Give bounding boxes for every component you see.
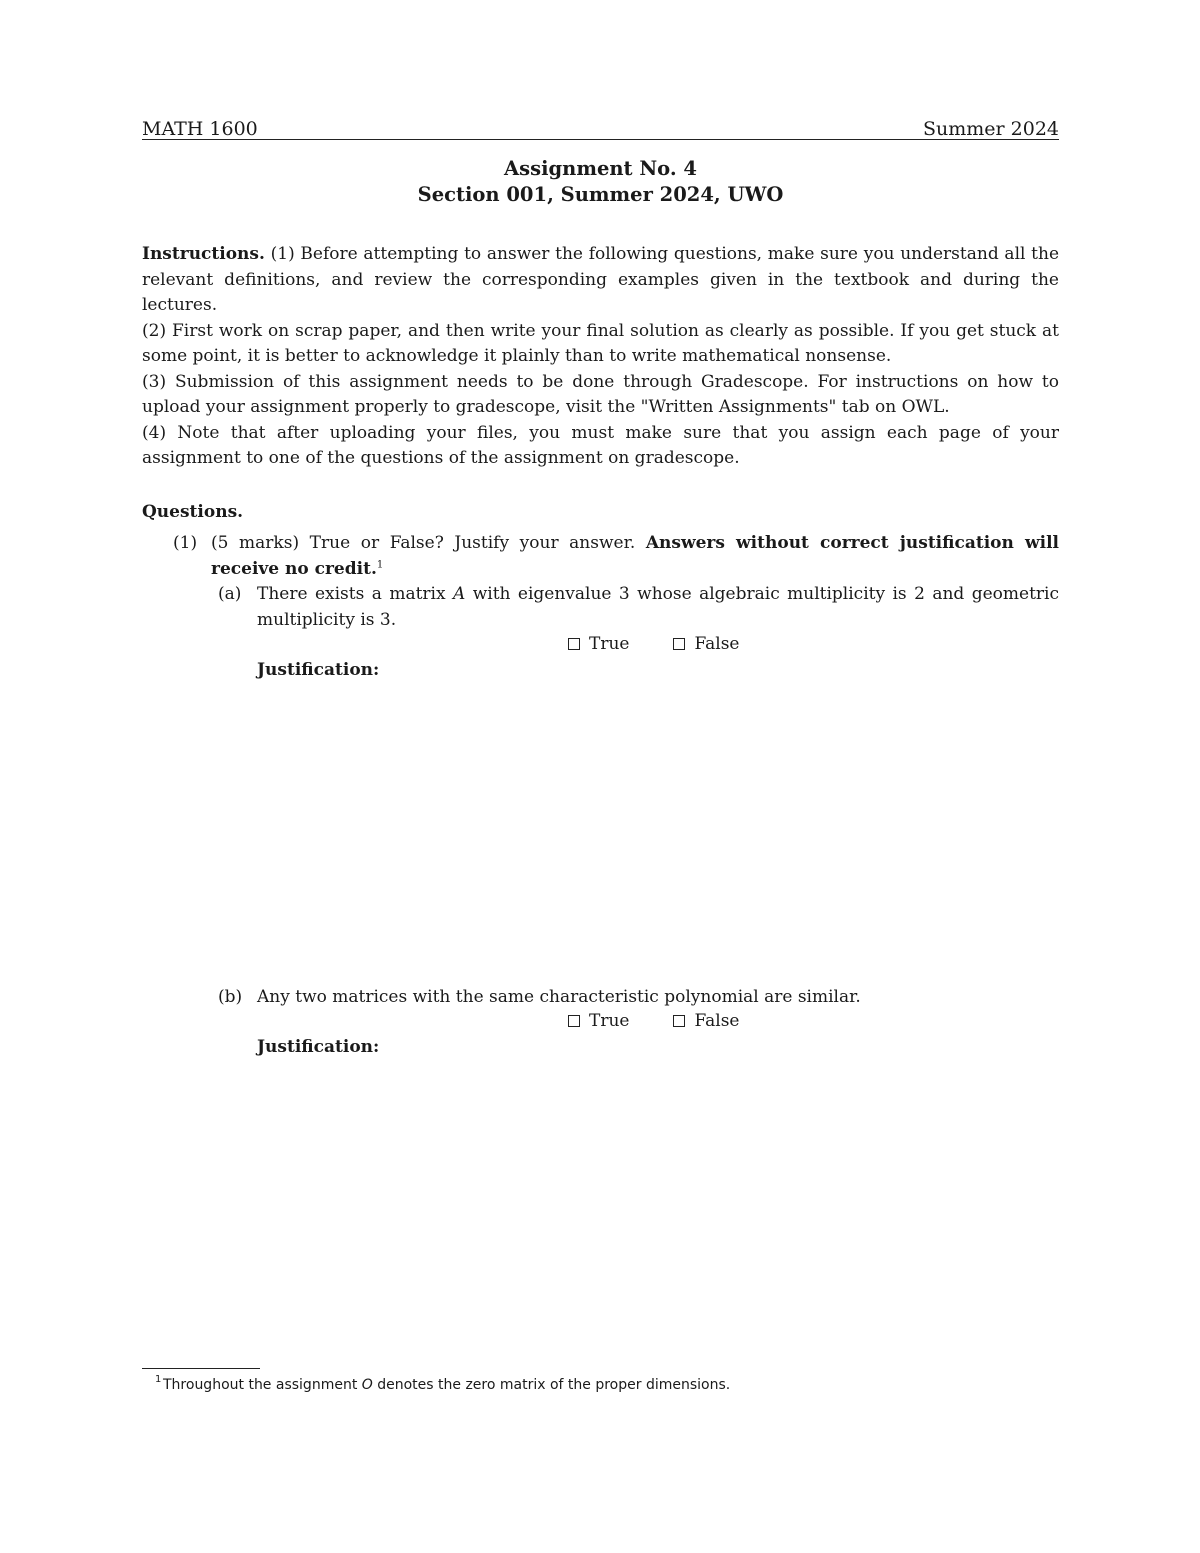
part-a-label: (a) [218, 584, 242, 604]
course-code: MATH 1600 [142, 118, 258, 140]
question-1 [173, 531, 1059, 582]
instructions [142, 242, 1059, 472]
checkbox-icon[interactable] [673, 1015, 685, 1027]
header-rule [142, 139, 1059, 140]
instruction-1: Instructions. (1) Before attempting to answer the following questions, make sure you understand all the relevant definitions, and review the corresponding examples given in the textbook and during the lectures. [142, 244, 1059, 315]
zero-matrix-variable: O [361, 1377, 373, 1393]
questions-heading: Questions. [142, 502, 244, 522]
assignment-title: Assignment No. 4 [504, 157, 697, 180]
part-b [218, 985, 1059, 1011]
part-a [218, 582, 1059, 633]
part-b-justification-label: Justification: [257, 1037, 380, 1057]
instructions-heading: Instructions. [142, 244, 265, 264]
part-a-text: There exists a matrix A with eigenvalue 3 whose algebraic multiplicity is 2 and geometric multiplicity is 3. [257, 584, 1060, 630]
part-b-true-false [568, 1011, 739, 1031]
term-label: Summer 2024 [922, 118, 1059, 140]
title-block [142, 156, 1059, 208]
part-a-true-option[interactable]: True [568, 634, 629, 654]
part-b-label: (b) [218, 987, 243, 1007]
instruction-2: (2) First work on scrap paper, and then write your final solution as clearly as possible. If you get stuck at some point, it is better to acknowledge it plainly than to write mathematical nonsense. [142, 320, 1059, 366]
checkbox-icon[interactable] [673, 638, 685, 650]
footnote-mark: 1 [155, 1374, 162, 1385]
footnote-ref: 1 [376, 558, 384, 570]
footnote: 1 Throughout the assignment O denotes the zero matrix of the proper dimensions. [155, 1374, 731, 1393]
running-header [142, 114, 1059, 140]
instruction-3: (3) Submission of this assignment needs to be done through Gradescope. For instructions on how to upload your assignment properly to gradescope, visit the "Written Assignments" tab on OWL. [142, 371, 1059, 417]
question-number: (1) [173, 533, 198, 553]
footnote-rule [142, 1368, 260, 1369]
matrix-variable: A [453, 584, 466, 604]
part-a-true-false [568, 634, 739, 654]
part-b-text: Any two matrices with the same characteristic polynomial are similar. [257, 987, 861, 1007]
credit-warning: Answers without correct justification will receive no credit. [211, 533, 1059, 579]
instruction-4: (4) Note that after uploading your files, you must make sure that you assign each page of your assignment to one of the questions of the assignment on gradescope. [142, 422, 1059, 468]
part-a-justification-label: Justification: [257, 660, 380, 680]
question-text: (5 marks) True or False? Justify your answer. Answers without correct justification will receive no credit.$^1$ [211, 533, 1059, 579]
part-b-true-option[interactable]: True [568, 1011, 629, 1031]
checkbox-icon[interactable] [568, 1015, 580, 1027]
part-a-false-option[interactable]: False [673, 634, 739, 654]
part-b-false-option[interactable]: False [673, 1011, 739, 1031]
assignment-subtitle: Section 001, Summer 2024, UWO [417, 183, 784, 206]
checkbox-icon[interactable] [568, 638, 580, 650]
